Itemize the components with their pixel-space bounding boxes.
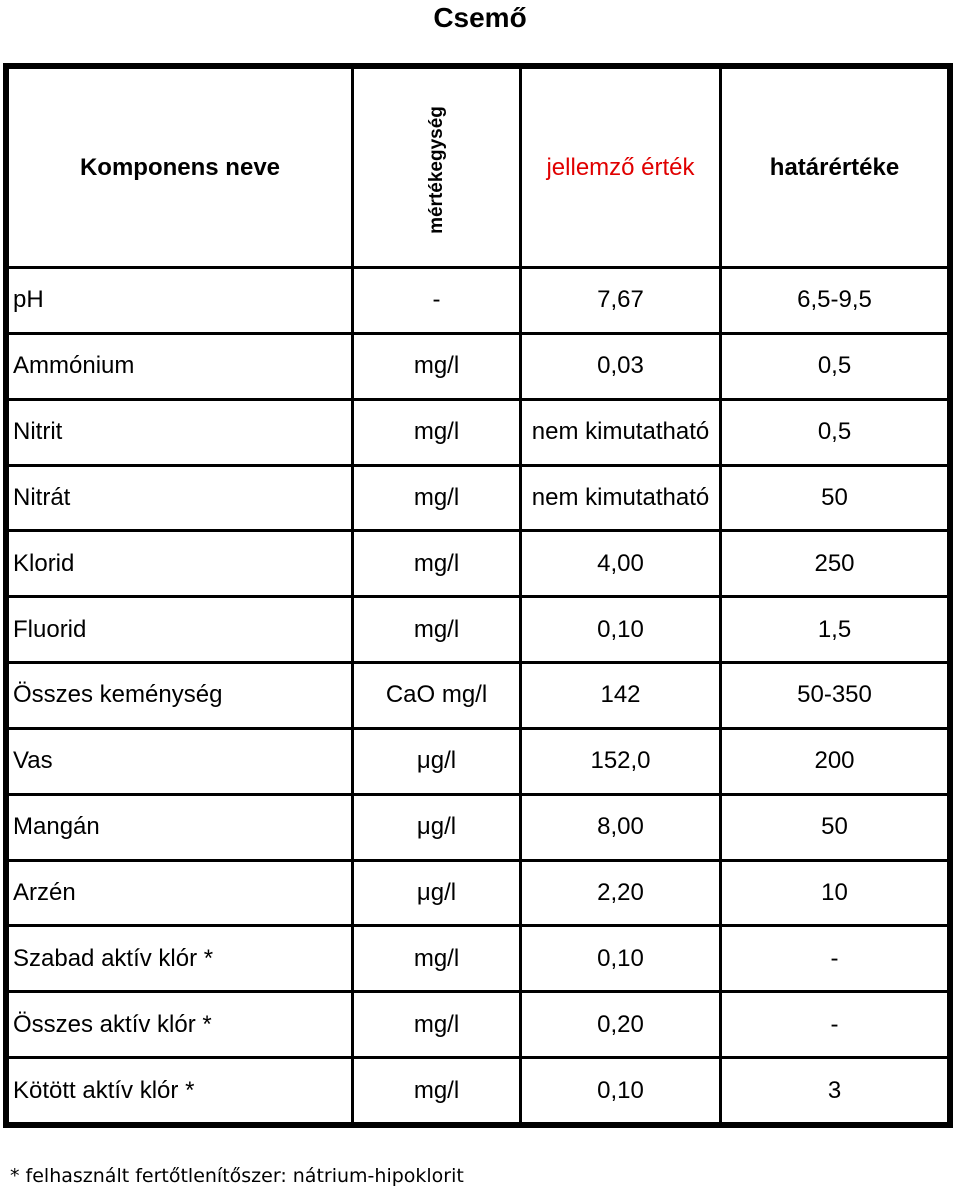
table-row — [9, 598, 947, 661]
cell-typical-value: 152,0 — [522, 730, 719, 793]
cell-unit: mg/l — [354, 927, 519, 990]
table-row — [9, 532, 947, 595]
cell-typical-value: 2,20 — [522, 862, 719, 925]
cell-limit-value: 6,5-9,5 — [722, 269, 947, 332]
cell-limit-value: - — [722, 927, 947, 990]
cell-limit-value: 250 — [722, 532, 947, 595]
cell-typical-value: 0,03 — [522, 335, 719, 398]
cell-component-name: pH — [9, 269, 351, 332]
cell-unit: mg/l — [354, 401, 519, 464]
table-row — [9, 401, 947, 464]
cell-component-name: Arzén — [9, 862, 351, 925]
table-row — [9, 862, 947, 925]
cell-component-name: Mangán — [9, 796, 351, 859]
page-title: Csemő — [433, 2, 527, 33]
cell-limit-value: 10 — [722, 862, 947, 925]
cell-limit-value: 50 — [722, 796, 947, 859]
header-typical-value: jellemző érték — [522, 69, 719, 266]
cell-unit: mg/l — [354, 598, 519, 661]
cell-limit-value: 1,5 — [722, 598, 947, 661]
table-row — [9, 467, 947, 530]
cell-component-name: Fluorid — [9, 598, 351, 661]
cell-typical-value: 0,10 — [522, 1059, 719, 1122]
table-header-row — [9, 69, 947, 266]
water-quality-table — [6, 66, 950, 1125]
footnote: * felhasznált fertőtlenítőszer: nátrium-hipoklorit — [10, 1165, 464, 1187]
cell-component-name: Kötött aktív klór * — [9, 1059, 351, 1122]
cell-unit: CaO mg/l — [354, 664, 519, 727]
cell-unit: mg/l — [354, 1059, 519, 1122]
cell-typical-value: 0,20 — [522, 993, 719, 1056]
table-row — [9, 335, 947, 398]
cell-typical-value: 4,00 — [522, 532, 719, 595]
cell-unit: μg/l — [354, 796, 519, 859]
cell-component-name: Szabad aktív klór * — [9, 927, 351, 990]
cell-limit-value: 0,5 — [722, 335, 947, 398]
cell-component-name: Klorid — [9, 532, 351, 595]
header-unit — [354, 69, 519, 266]
cell-typical-value: nem kimutatható — [522, 467, 719, 530]
header-unit-label: mértékegység — [425, 105, 447, 234]
cell-component-name: Összes keménység — [9, 664, 351, 727]
cell-component-name: Nitrit — [9, 401, 351, 464]
cell-unit: mg/l — [354, 467, 519, 530]
table-row — [9, 269, 947, 332]
cell-unit: μg/l — [354, 730, 519, 793]
cell-unit: μg/l — [354, 862, 519, 925]
cell-typical-value: 8,00 — [522, 796, 719, 859]
cell-component-name: Nitrát — [9, 467, 351, 530]
table-row — [9, 1059, 947, 1122]
table-row — [9, 664, 947, 727]
table-row — [9, 796, 947, 859]
cell-unit: - — [354, 269, 519, 332]
cell-limit-value: 3 — [722, 1059, 947, 1122]
table-row — [9, 927, 947, 990]
cell-limit-value: 50 — [722, 467, 947, 530]
cell-unit: mg/l — [354, 532, 519, 595]
cell-component-name: Vas — [9, 730, 351, 793]
cell-limit-value: 200 — [722, 730, 947, 793]
cell-limit-value: 50-350 — [722, 664, 947, 727]
cell-typical-value: 0,10 — [522, 598, 719, 661]
water-quality-table-frame — [3, 63, 953, 1128]
cell-unit: mg/l — [354, 993, 519, 1056]
table-row — [9, 730, 947, 793]
cell-limit-value: 0,5 — [722, 401, 947, 464]
table-row — [9, 993, 947, 1056]
cell-limit-value: - — [722, 993, 947, 1056]
header-limit-value: határértéke — [722, 69, 947, 266]
cell-component-name: Összes aktív klór * — [9, 993, 351, 1056]
cell-component-name: Ammónium — [9, 335, 351, 398]
cell-unit: mg/l — [354, 335, 519, 398]
cell-typical-value: 7,67 — [522, 269, 719, 332]
cell-typical-value: 142 — [522, 664, 719, 727]
header-component-name: Komponens neve — [9, 69, 351, 266]
cell-typical-value: nem kimutatható — [522, 401, 719, 464]
cell-typical-value: 0,10 — [522, 927, 719, 990]
